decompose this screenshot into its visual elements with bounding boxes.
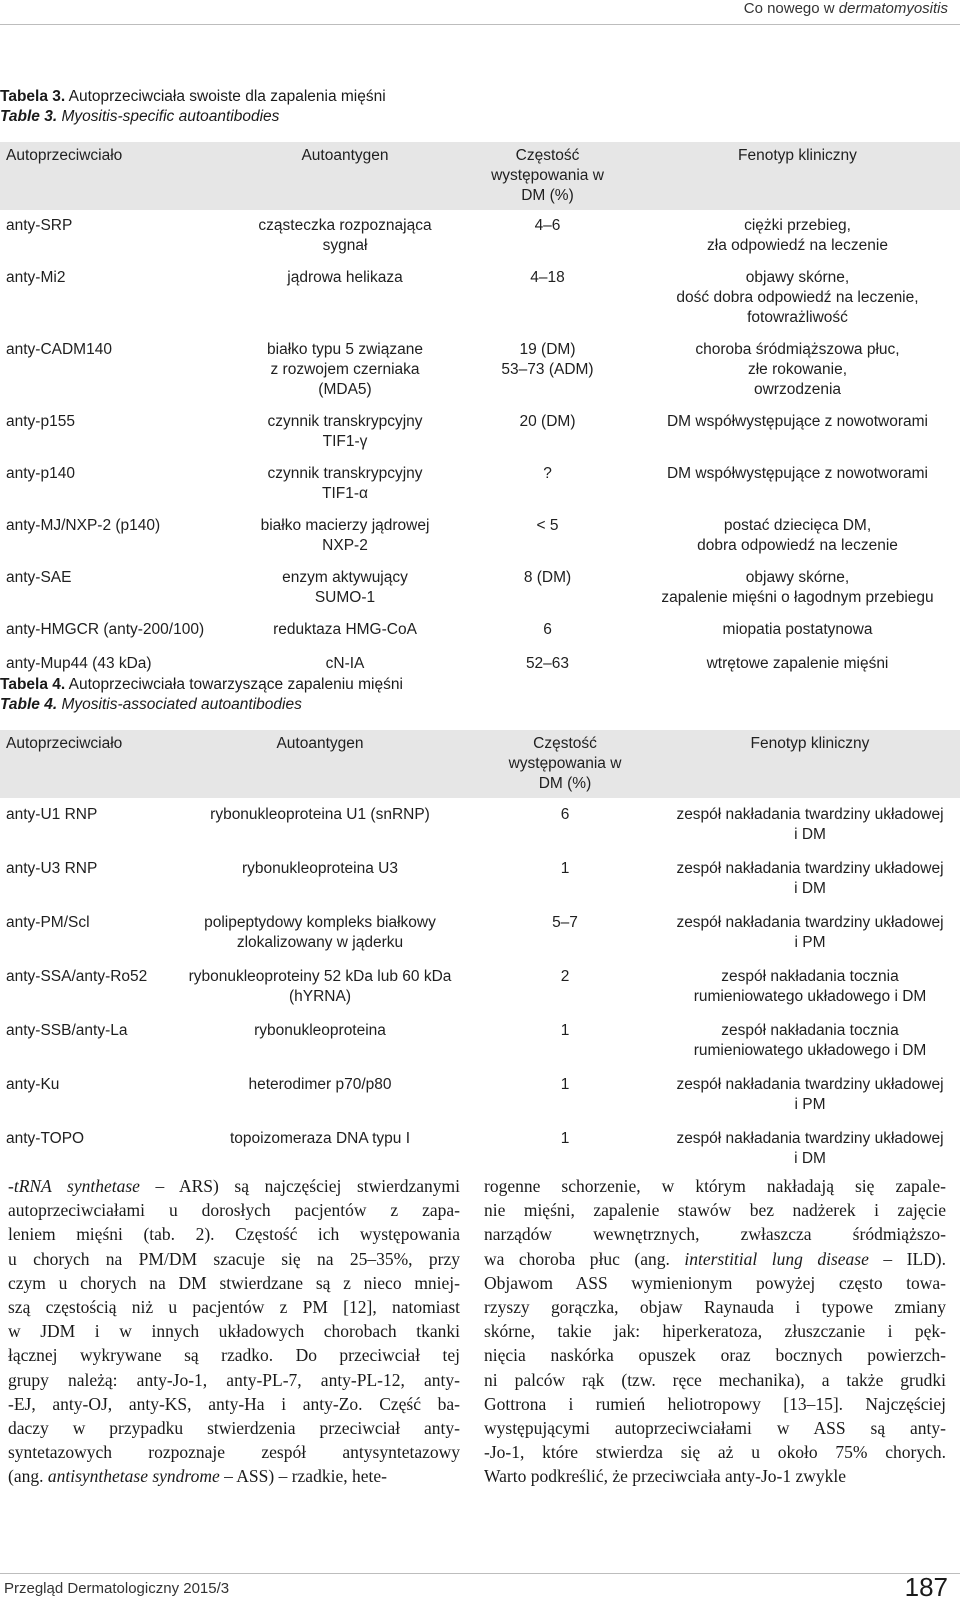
table4-cell-phenotype: zespół nakładania twardziny układowej i PM (676, 1076, 944, 1113)
running-header (744, 0, 948, 17)
table4-row (0, 1122, 960, 1176)
body-text-line: szą częstością niż u pacjentów z PM [12], natomiast (8, 1297, 460, 1318)
table3-cell-antigen: czynnik transkrypcyjny TIF1-γ (267, 413, 423, 450)
body-text-line: nie mięśni, zapalenie stawów bez nadżerek i zajęcie (484, 1200, 946, 1221)
table3-cell-antigen: cN-IA (325, 655, 365, 672)
table3-title-en: Myositis-specific autoantibodies (57, 108, 280, 125)
table3-cell-antibody: anty-MJ/NXP-2 (p140) (6, 517, 161, 534)
table4-cell-phenotype: zespół nakładania twardziny układowej i DM (676, 860, 944, 897)
table4-header-antibody: Autoprzeciwciało (0, 730, 170, 798)
table3-cell-antibody: anty-p155 (6, 413, 75, 430)
table3-caption-en (0, 107, 386, 127)
footer-divider (0, 1573, 960, 1574)
body-text-line: -Jo-1, które stwierdza się aż u około 75% chorych. (484, 1442, 946, 1463)
body-text-line: -tRNA synthetase – ARS) są najczęściej stwierdzanymi (8, 1176, 460, 1196)
body-text-line: skórne, takie jak: hiperkeratoza, złuszczanie i pęk- (484, 1321, 946, 1342)
body-text-line: grupy należą: anty-Jo-1, anty-PL-7, anty-PL-12, anty- (8, 1369, 460, 1390)
table3-cell-phenotype: postać dziecięca DM, dobra odpowiedź na leczenie (697, 517, 898, 554)
table3-cell-phenotype: miopatia postatynowa (722, 621, 873, 638)
body-text-line: daczy w przypadku stwierdzenia przeciwciał anty- (8, 1418, 460, 1439)
table4-cell-antigen: polipeptydowy kompleks białkowy zlokalizowany w jąderku (204, 914, 436, 951)
table4-cell-antibody: anty-U1 RNP (6, 806, 98, 823)
body-text-line: syntetazowych rozpoznaje zespół antysyntetazowy (8, 1442, 460, 1463)
table4-header-antigen: Autoantygen (170, 730, 470, 798)
body-text-line: ni palców rąk (tzw. ręce mechanika), a także grudki (484, 1369, 946, 1390)
table4-cell-antigen: rybonukleoproteina (254, 1022, 386, 1039)
table3-cell-phenotype: DM współwystępujące z nowotworami (666, 413, 928, 430)
table3-cell-frequency: < 5 (536, 517, 559, 534)
table3-cell-frequency: 8 (DM) (523, 569, 572, 586)
table3-title-pl: Autoprzeciwciała swoiste dla zapalenia mięśni (65, 88, 386, 105)
running-header-prefix: Co nowego w (743, 0, 839, 17)
table4-title-en: Myositis-associated autoantibodies (57, 696, 302, 713)
body-text-line: rogenne schorzenie, w którym nakładają się zapale- (484, 1176, 946, 1196)
table3-cell-frequency: 20 (DM) (519, 413, 576, 430)
table4-cell-antigen: rybonukleoproteina U1 (snRNP) (210, 806, 430, 823)
table4-cell-antigen: topoizomeraza DNA typu I (229, 1130, 411, 1147)
table4-label-en: Table 4. (0, 696, 58, 713)
body-text-line: (ang. antisynthetase syndrome – ASS) – rzadkie, hete- (8, 1466, 387, 1487)
table3-cell-antigen: cząsteczka rozpoznająca sygnał (258, 217, 432, 254)
body-text-line: Warto podkreślić, że przeciwciała anty-Jo-1 zwykle (484, 1466, 847, 1487)
table3-row (0, 562, 960, 614)
table3-header-frequency: Częstość występowania w DM (%) (460, 142, 635, 210)
table3-caption-pl (0, 87, 386, 107)
table3-cell-phenotype: ciężki przebieg, zła odpowiedź na leczenie (707, 217, 888, 254)
table3-cell-phenotype: objawy skórne, zapalenie mięśni o łagodnym przebiegu (661, 569, 934, 606)
table4-cell-antibody: anty-Ku (6, 1076, 60, 1093)
table4-header-row (0, 730, 960, 798)
table3-header-phenotype: Fenotyp kliniczny (635, 142, 960, 210)
body-text-right-column (484, 1174, 946, 1489)
table3-row (0, 334, 960, 406)
table4-cell-phenotype: zespół nakładania twardziny układowej i DM (676, 1130, 944, 1167)
body-text-line: występującymi autoprzeciwciałami w ASS są anty- (484, 1418, 946, 1439)
table4-row (0, 906, 960, 960)
body-text-line: czym u chorych na DM stwierdzane są z nieco mniej- (8, 1272, 460, 1293)
table3-cell-antibody: anty-CADM140 (6, 341, 112, 358)
table3-cell-phenotype: choroba śródmiąższowa płuc, złe rokowanie, owrzodzenia (695, 341, 900, 398)
table4-cell-phenotype: zespół nakładania twardziny układowej i DM (676, 806, 944, 843)
table3-cell-antibody: anty-Mi2 (6, 269, 66, 286)
table4-cell-antibody: anty-SSB/anty-La (6, 1022, 128, 1039)
table3-cell-phenotype: DM współwystępujące z nowotworami (666, 465, 928, 482)
table3-cell-antibody: anty-HMGCR (anty-200/100) (6, 621, 205, 638)
header-divider (0, 24, 960, 25)
body-text-line: u chorych na PM/DM szacuje się na 25–35%, przy (8, 1248, 460, 1269)
table3-cell-antigen: białko typu 5 związane z rozwojem czerniaka (MDA5) (267, 341, 423, 398)
table4-row (0, 1068, 960, 1122)
table3-cell-antibody: anty-p140 (6, 465, 75, 482)
table4-cell-antibody: anty-TOPO (6, 1130, 85, 1147)
table4-caption-pl (0, 675, 403, 695)
body-text-line: wa choroba płuc (ang. interstitial lung disease – ILD). (484, 1248, 946, 1269)
table3-cell-antigen: jądrowa helikaza (287, 269, 403, 286)
body-text-line: Gottrona i rumień heliotropowy [13–15]. Najczęściej (484, 1393, 946, 1414)
table3-cell-frequency: 4–18 (530, 269, 565, 286)
table3-cell-frequency: 6 (543, 621, 552, 638)
body-text-left-column (8, 1174, 460, 1489)
body-text-line: leniem mięśni (tab. 2). Częstość ich występowania (8, 1224, 460, 1245)
table3-cell-antigen: reduktaza HMG-CoA (273, 621, 417, 638)
table3-cell-phenotype: wtrętowe zapalenie mięśni (706, 655, 889, 672)
body-text-line: autoprzeciwciałami u dorosłych pacjentów z zapa- (8, 1200, 460, 1221)
table3-cell-antibody: anty-SRP (6, 217, 73, 234)
table4-cell-antigen: rybonukleoproteina U3 (242, 860, 398, 877)
journal-name: Przegląd Dermatologiczny 2015/3 (4, 1580, 230, 1597)
body-text-line: Objawom ASS wymienionym powyżej często towa- (484, 1272, 946, 1293)
table3-cell-antibody: anty-Mup44 (43 kDa) (6, 655, 152, 672)
table3-cell-antibody: anty-SAE (6, 569, 72, 586)
table3-header-antibody: Autoprzeciwciało (0, 142, 230, 210)
table3-row (0, 458, 960, 510)
table4-header-phenotype: Fenotyp kliniczny (660, 730, 960, 798)
table4-cell-phenotype: zespół nakładania tocznia rumieniowatego układowego i DM (693, 1022, 927, 1059)
body-text-line: narządów wewnętrznych, zwłaszcza śródmiąższo- (484, 1224, 946, 1245)
table4-label-pl: Tabela 4. (0, 676, 66, 693)
table4-cell-antigen: rybonukleoproteiny 52 kDa lub 60 kDa (hYRNA) (188, 968, 452, 1005)
table3-cell-antigen: czynnik transkrypcyjny TIF1-α (267, 465, 423, 502)
table3-header-row (0, 142, 960, 210)
table4-caption-en (0, 695, 403, 715)
table3-cell-phenotype: objawy skórne, dość dobra odpowiedź na leczenie, fotowrażliwość (676, 269, 919, 326)
body-text-line: rzyszy gorączka, objaw Raynauda i typowe zmiany (484, 1297, 946, 1318)
table3-cell-frequency: 19 (DM) 53–73 (ADM) (501, 341, 594, 378)
table4-row (0, 1014, 960, 1068)
table4-cell-phenotype: zespół nakładania tocznia rumieniowatego układowego i DM (693, 968, 927, 1005)
table4-cell-frequency: 2 (560, 968, 570, 985)
table3-row (0, 510, 960, 562)
table4-cell-antigen: heterodimer p70/p80 (248, 1076, 392, 1093)
table4-cell-frequency: 1 (560, 860, 570, 877)
body-text-line: łącznej wykrywane są rzadko. Do przeciwciał tej (8, 1345, 460, 1366)
table3-row (0, 210, 960, 262)
table3-label-pl: Tabela 3. (0, 88, 66, 105)
table3 (0, 142, 960, 684)
table3-caption (0, 87, 386, 127)
table4-cell-antibody: anty-SSA/anty-Ro52 (6, 968, 148, 985)
table4-cell-frequency: 5–7 (552, 914, 578, 931)
table4 (0, 730, 960, 1176)
table4-cell-frequency: 1 (560, 1022, 570, 1039)
table3-row (0, 406, 960, 458)
table3-cell-antigen: białko macierzy jądrowej NXP-2 (260, 517, 430, 554)
table3-cell-antigen: enzym aktywujący SUMO-1 (282, 569, 408, 606)
table4-row (0, 852, 960, 906)
table4-row (0, 960, 960, 1014)
table3-cell-frequency: 52–63 (525, 655, 570, 672)
table4-cell-frequency: 6 (560, 806, 570, 823)
body-text-line: -EJ, anty-OJ, anty-KS, anty-Ha i anty-Zo. Część ba- (8, 1393, 460, 1414)
table4-caption (0, 675, 403, 715)
body-text-line: w JDM i w innych układowych chorobach tkanki (8, 1321, 460, 1342)
table3-row (0, 262, 960, 334)
body-text-line: nięcia naskórka opuszek oraz bocznych powierzch- (484, 1345, 946, 1366)
running-header-italic: dermatomyositis (838, 0, 948, 17)
table3-row (0, 614, 960, 646)
table4-header-frequency: Częstość występowania w DM (%) (470, 730, 660, 798)
table3-cell-frequency: ? (543, 465, 552, 482)
table4-row (0, 798, 960, 852)
page-number: 187 (904, 1572, 948, 1602)
table4-cell-phenotype: zespół nakładania twardziny układowej i PM (676, 914, 944, 951)
table3-label-en: Table 3. (0, 108, 58, 125)
table4-cell-antibody: anty-PM/Scl (6, 914, 90, 931)
table4-cell-antibody: anty-U3 RNP (6, 860, 98, 877)
table4-cell-frequency: 1 (560, 1076, 570, 1093)
table3-header-antigen: Autoantygen (230, 142, 460, 210)
table4-title-pl: Autoprzeciwciała towarzyszące zapaleniu mięśni (65, 676, 403, 693)
table3-cell-frequency: 4–6 (534, 217, 561, 234)
table4-cell-frequency: 1 (560, 1130, 570, 1147)
